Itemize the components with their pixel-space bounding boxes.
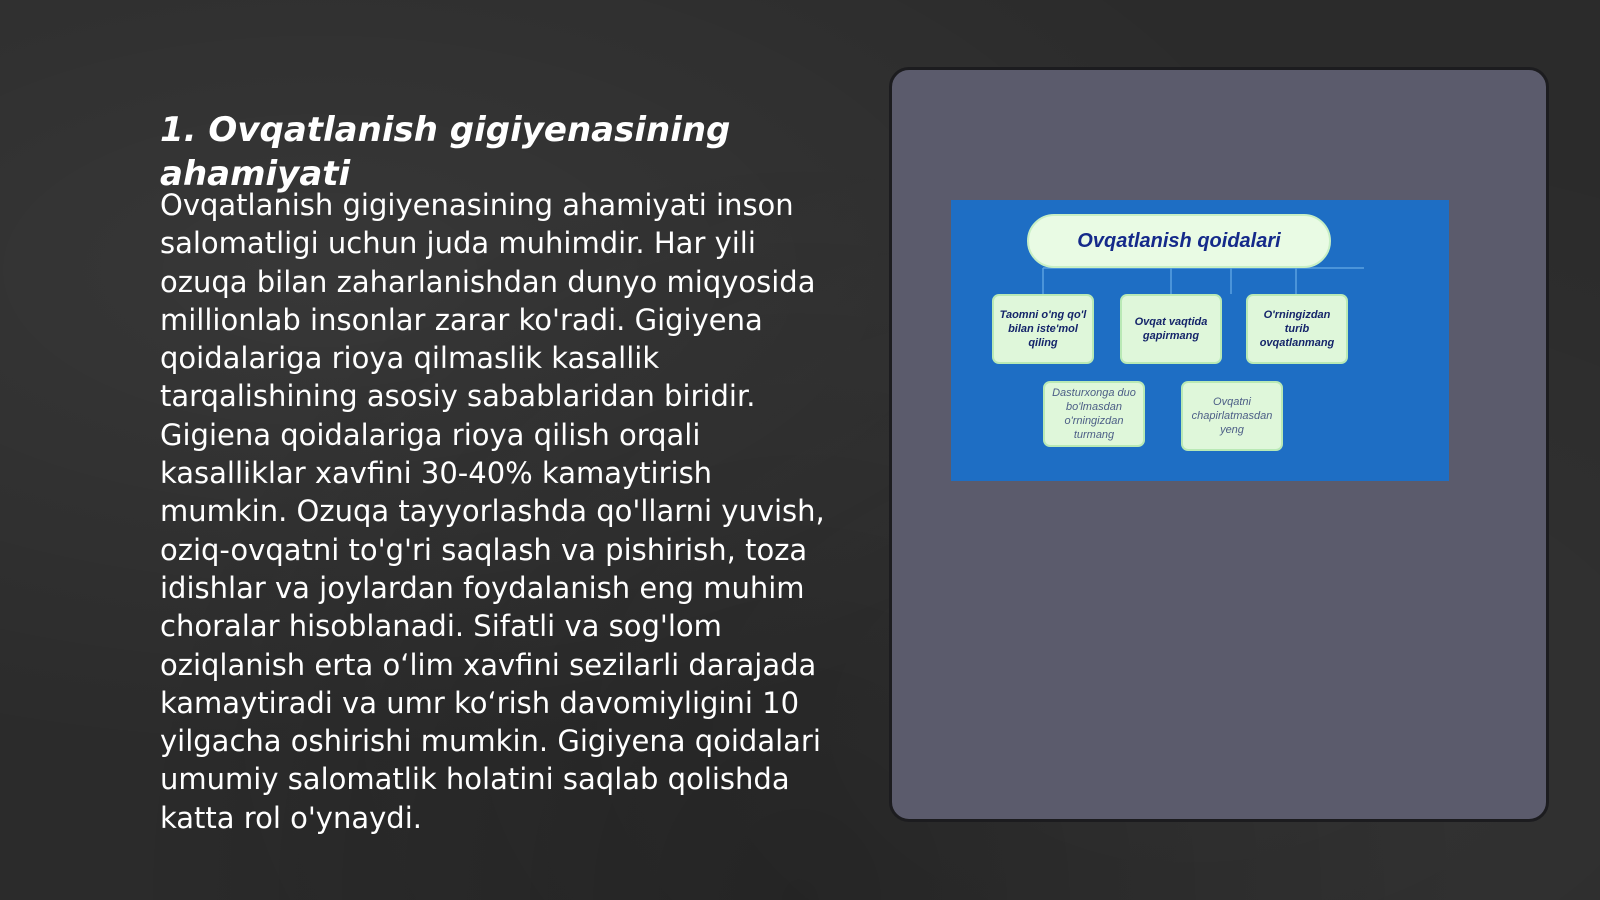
diagram-box-rule-5: Ovqatni chapirlatmasdan yeng (1181, 381, 1283, 451)
rules-diagram (951, 200, 1449, 481)
slide-body-text: Ovqatlanish gigiyenasining ahamiyati inson salomatligi uchun juda muhimdir. Har yili ozuqa bilan zaharlanishdan dunyo miqyosida millionlab insonlar zarar ko'radi. Gigiyena qoidalariga rioya qilmaslik kasallik tarqalishining asosiy sabablaridan biridir. Gigiena qoidalariga rioya qilish orqali kasalliklar xavfini 30-40% kamaytirish mumkin. Ozuqa tayyorlashda qo'llarni yuvish, oziq-ovqatni to'g'ri saqlash va pishirish, toza idishlar va joylardan foydalanish eng muhim choralar hisoblanadi. Sifatli va sog'lom oziqlanish erta o‘lim xavfini sezilarli darajada kamaytiradi va umr ko‘rish davomiyligini 10 yilgacha oshirishi mumkin. Gigiyena qoidalari umumiy salomatlik holatini saqlab qolishda katta rol o'ynaydi. (160, 188, 825, 835)
diagram-box-rule-2: Ovqat vaqtida gapirmang (1120, 294, 1222, 364)
diagram-title: Ovqatlanish qoidalari (1027, 214, 1331, 268)
diagram-box-rule-3: O'rningizdan turib ovqatlanmang (1246, 294, 1348, 364)
diagram-box-rule-4: Dasturxonga duo bo'lmasdan o'rningizdan turmang (1043, 381, 1145, 447)
slide-title: 1. Ovqatlanish gigiyenasining ahamiyati (160, 110, 731, 194)
diagram-box-rule-1: Taomni o'ng qo'l bilan iste'mol qiling (992, 294, 1094, 364)
